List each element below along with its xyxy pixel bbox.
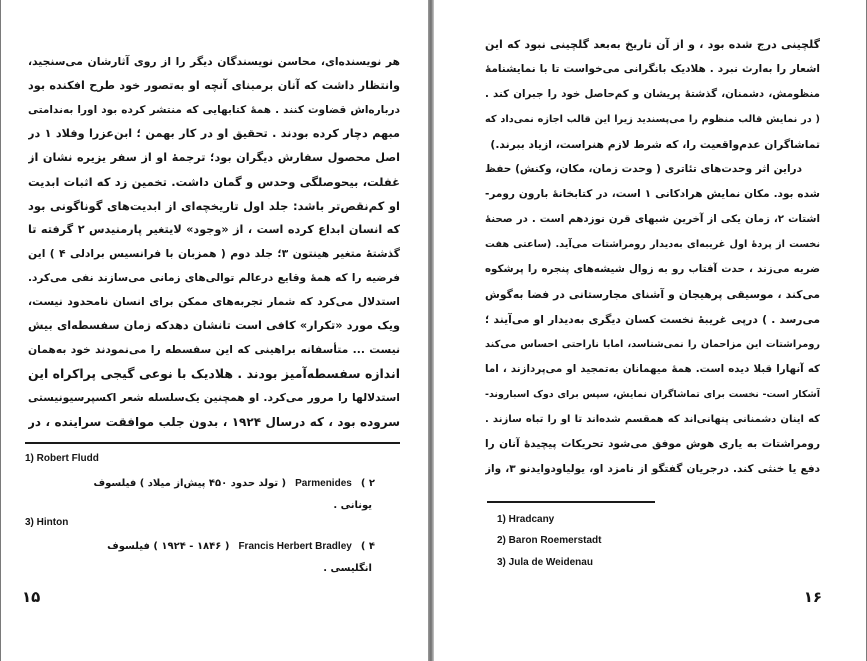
page-left	[0, 0, 428, 661]
text-line: رومراشتات این مزاحمان را نمی‌شناسد، امابا ناراحتی احساس می‌کند	[485, 339, 820, 350]
text-line: استدلال می‌کرد که شمار تجربه‌های ممکن برای انسان نامحدود نیست،	[28, 295, 400, 308]
text-line: گلچینی درج شده بود ، و از آن تاریخ به‌بعد گلچینی نبود که این	[485, 38, 820, 51]
text-line: استدلالها را مرور می‌کرد. او همچنین یک‌سلسله شعر اکسپرسیونیستی	[28, 391, 400, 404]
text-line: نیست ... متأسفانه براهینی که این سفسطه را می‌نمودند خود به‌همان	[28, 343, 400, 356]
text-line: که اینان دشمنانی پنهانی‌اند که همقسم شده‌اند تا او را تباه سازند .	[485, 414, 820, 425]
footnote-2-continuation: یونانی .	[333, 500, 372, 511]
text-line: اصل محصول سفارش دیگران بود؛ ترجمهٔ او از سفر یزیره نشان از	[28, 151, 400, 164]
footnote-2	[85, 476, 375, 492]
text-line: اندازه سفسطه‌آمیز بودند . هلادیک با نوعی گیجی پراکراه این	[28, 366, 400, 381]
text-line: اشعار را به‌ارث نبرد . هلادیک بانگرانی می‌خواست تا با نمایشنامهٔ	[485, 63, 820, 75]
text-line: شده بود. مکان نمایش هرادکانی ۱ است، در کتابخانهٔ بارون رومر-	[485, 188, 820, 200]
footnote-description: ( ۱۸۴۶ - ۱۹۲۴ ) فیلسوف	[107, 541, 230, 552]
text-line: دفع یا خنثی کند. درجریان گفتگو از نامزد او، یولیاودوایدنو ۳، واز	[485, 463, 820, 475]
text-line: تماشاگران عدم‌واقعیت را، که شرط لازم هنراست، ازیاد ببرند.)	[490, 138, 820, 151]
footnote-3: 3) Jula de Weidenau	[497, 557, 593, 568]
text-line: آشکار است- نخست برای تماشاگران نمایش، سپس برای دوک اسباروند-	[485, 389, 820, 400]
text-line: رومراشتات به یاری هوش موفق می‌شود تحریکات پیچیدهٔ آنان را	[485, 438, 820, 450]
page-number: ۱۵	[22, 588, 41, 606]
text-line: که آنهارا قبلا دیده است. همهٔ میهمانان به‌تمجید او می‌پردازند ، اما	[485, 363, 820, 375]
footnote-name: Parmenides	[295, 478, 352, 489]
footnote-rule	[487, 501, 655, 503]
page-right	[434, 0, 867, 661]
footnote-3: 3) Hinton	[25, 517, 69, 528]
text-line: گذشتهٔ متغیر هینتون ۳؛ جلد دوم ( همزبان با فرانسیس برادلی ۴ ) این	[28, 247, 400, 260]
footnote-1: 1) Hradcany	[497, 514, 555, 525]
text-line: مبهم دچار کرده بودند . تحقیق او در کار بهمن ؛ ابن‌عزرا وفلاد ۱ در	[28, 127, 400, 140]
text-line: وانتظار داشت که آنان برمبنای آنچه او به‌تصور خود طرح افکنده بود	[28, 79, 400, 92]
text-line: اشتات ۲، زمان یکی از آخرین شبهای قرن نوزدهم است . در صحنهٔ	[485, 213, 820, 225]
footnote-4-continuation: انگلیسی .	[323, 563, 372, 574]
text-line: او کم‌نقص‌تر باشد: جلد اول تاریخچه‌ای از ابدیت‌های گوناگونی بود	[28, 199, 400, 213]
text-line: فرضیه را که همهٔ وقایع درعالم توالی‌های زمانی می‌سازند نفی می‌کرد.	[28, 272, 400, 284]
footnote-1: 1) Robert Fludd	[25, 453, 99, 464]
footnote-description: ( تولد حدود ۴۵۰ پیش‌از میلاد ) فیلسوف	[93, 478, 287, 489]
text-line: ( در نمایش قالب منظوم را می‌پسندید زیرا این قالب اجازه نمی‌داد که	[485, 114, 820, 125]
text-line: منظومش، دشمنان، گذشتهٔ پریشان و کم‌حاصل خود را جبران کند .	[485, 88, 820, 100]
body-text	[485, 32, 820, 482]
text-line: دراین اثر وحدت‌های تئاتری ( وحدت زمان، مکان، وکنش) حفظ	[485, 163, 802, 175]
footnote-rule	[25, 442, 400, 444]
text-line: ضربه می‌زند ، حدت آفتاب رو به زوال شیشه‌های پنجره را پرشکوه	[485, 263, 820, 275]
text-line: غفلت، بیحوصلگی وحدس و گمان داشت. تخمین زد که اثبات ابدیت	[28, 175, 400, 189]
page-number: ۱۶	[803, 588, 822, 606]
text-line: می‌رسد . ) درپی غریبهٔ نخست کسان دیگری به‌دیدار او می‌آیند ؛	[485, 313, 820, 326]
footnote-marker: ۲ )	[360, 478, 375, 489]
text-line: هر نویسنده‌ای، محاسن نویسندگان دیگر را از روی آثارشان می‌سنجید،	[28, 55, 400, 68]
text-line: که انسان ابداع کرده است ، از «وجود» لایتغیر پارمنیدس ۲ گرفته تا	[28, 223, 400, 236]
text-line: سروده بود ، که درسال ۱۹۲۴ ، بدون جلب موافقت سراینده ، در	[28, 415, 400, 429]
page-edge-left	[0, 0, 1, 661]
body-text	[28, 50, 400, 434]
text-line: ویک مورد «تکرار» کافی است تانشان دهدکه زمان سفسطه‌ای بیش	[28, 319, 400, 332]
footnote-2: 2) Baron Roemerstadt	[497, 535, 602, 546]
text-line: درباره‌اش قضاوت کنند . همهٔ کتابهایی که منتشر کرده بود اورا به‌ندامتی	[28, 104, 400, 116]
footnote-marker: ۴ )	[360, 541, 375, 552]
text-line: نخست از پردهٔ اول غریبه‌ای به‌دیدار رومراشتات می‌آید. (ساعتی هفت	[485, 239, 820, 250]
footnote-name: Francis Herbert Bradley	[238, 541, 352, 552]
footnote-4	[85, 539, 375, 555]
text-line: می‌کند ، موسیقی پرهیجان و آشنای مجارستانی در فضا به‌گوش	[485, 288, 820, 301]
